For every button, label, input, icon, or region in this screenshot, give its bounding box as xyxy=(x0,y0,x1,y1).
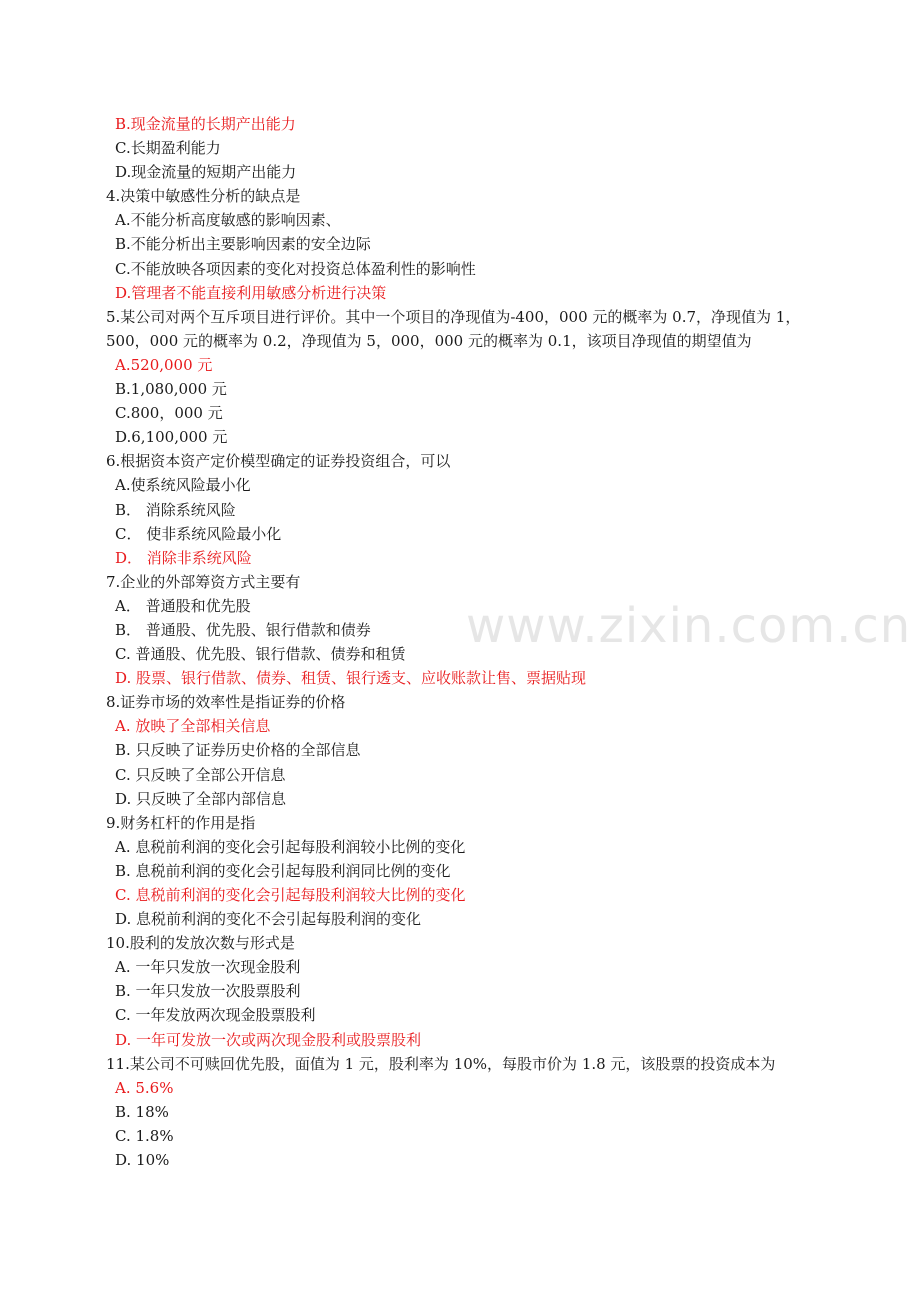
question-text: 9.财务杠杆的作用是指 xyxy=(106,813,256,832)
answer-option: A． 普通股和优先股 xyxy=(115,596,251,615)
answer-option: C. 只反映了全部公开信息 xyxy=(115,765,286,784)
question-text: 10.股利的发放次数与形式是 xyxy=(106,934,295,953)
answer-option-correct: A. 放映了全部相关信息 xyxy=(115,717,271,736)
question-text: 8.证券市场的效率性是指证券的价格 xyxy=(106,693,346,712)
answer-option: C.800，000 元 xyxy=(115,404,223,423)
answer-option: A. 一年只发放一次现金股利 xyxy=(115,958,301,977)
question-text: 7.企业的外部筹资方式主要有 xyxy=(106,572,301,591)
watermark: www.zixin.com.cn xyxy=(466,598,912,654)
answer-option: B.不能分析出主要影响因素的安全边际 xyxy=(115,235,371,254)
answer-option: D. 只反映了全部内部信息 xyxy=(115,789,287,808)
answer-option-correct: D. 一年可发放一次或两次现金股利或股票股利 xyxy=(115,1030,422,1049)
answer-option: C. 普通股、优先股、银行借款、债券和租赁 xyxy=(115,645,406,664)
answer-option: D. 息税前利润的变化不会引起每股利润的变化 xyxy=(115,910,422,929)
question-list xyxy=(106,112,836,1172)
answer-option: A.使系统风险最小化 xyxy=(115,476,251,495)
answer-option: D.现金流量的短期产出能力 xyxy=(115,163,297,182)
answer-option-correct: D.管理者不能直接利用敏感分析进行决策 xyxy=(115,283,387,302)
answer-option: C.长期盈利能力 xyxy=(115,139,221,158)
answer-option: C. 一年发放两次现金股票股利 xyxy=(115,1006,316,1025)
answer-option-correct: A. 5.6% xyxy=(115,1078,174,1097)
answer-option: B. 息税前利润的变化会引起每股利润同比例的变化 xyxy=(115,861,451,880)
answer-option: C． 使非系统风险最小化 xyxy=(115,524,282,543)
answer-option-correct: A.520,000 元 xyxy=(115,355,213,374)
answer-option: D. 10% xyxy=(115,1151,170,1170)
answer-option: C. 1.8% xyxy=(115,1126,174,1145)
answer-option: A.不能分析高度敏感的影响因素、 xyxy=(115,211,341,230)
answer-option-correct: B.现金流量的长期产出能力 xyxy=(115,115,296,133)
question-text: 11.某公司不可赎回优先股，面值为 1 元，股利率为 10%，每股市价为 1.8 元，该股票的投资成本为 xyxy=(106,1054,776,1073)
answer-option: B． 消除系统风险 xyxy=(115,500,236,519)
answer-option: C.不能放映各项因素的变化对投资总体盈利性的影响性 xyxy=(115,259,476,278)
answer-option: A. 息税前利润的变化会引起每股利润较小比例的变化 xyxy=(115,837,466,856)
question-text: 4.决策中敏感性分析的缺点是 xyxy=(106,187,301,206)
answer-option: B. 一年只发放一次股票股利 xyxy=(115,982,301,1001)
answer-option-correct: D． 消除非系统风险 xyxy=(115,548,252,567)
answer-option-correct: C. 息税前利润的变化会引起每股利润较大比例的变化 xyxy=(115,886,466,904)
answer-option-correct: D. 股票、银行借款、债券、租赁、银行透支、应收账款让售、票据贴现 xyxy=(115,669,587,688)
answer-option: B. 18% xyxy=(115,1102,169,1121)
answer-option: D.6,100,000 元 xyxy=(115,428,228,447)
question-text: 6.根据资本资产定价模型确定的证券投资组合，可以 xyxy=(106,452,451,471)
answer-option: B． 普通股、优先股、银行借款和债券 xyxy=(115,620,371,639)
answer-option: B.1,080,000 元 xyxy=(115,380,227,399)
question-text: 5.某公司对两个互斥项目进行评价。其中一个项目的净现值为-400，000 元的概率为 0.7，净现值为 1，500，000 元的概率为 0.2，净现值为 5，000，000 元的概率为 0.1，该项目净现值的期望值为 xyxy=(106,307,801,350)
answer-option: B. 只反映了证券历史价格的全部信息 xyxy=(115,741,361,760)
